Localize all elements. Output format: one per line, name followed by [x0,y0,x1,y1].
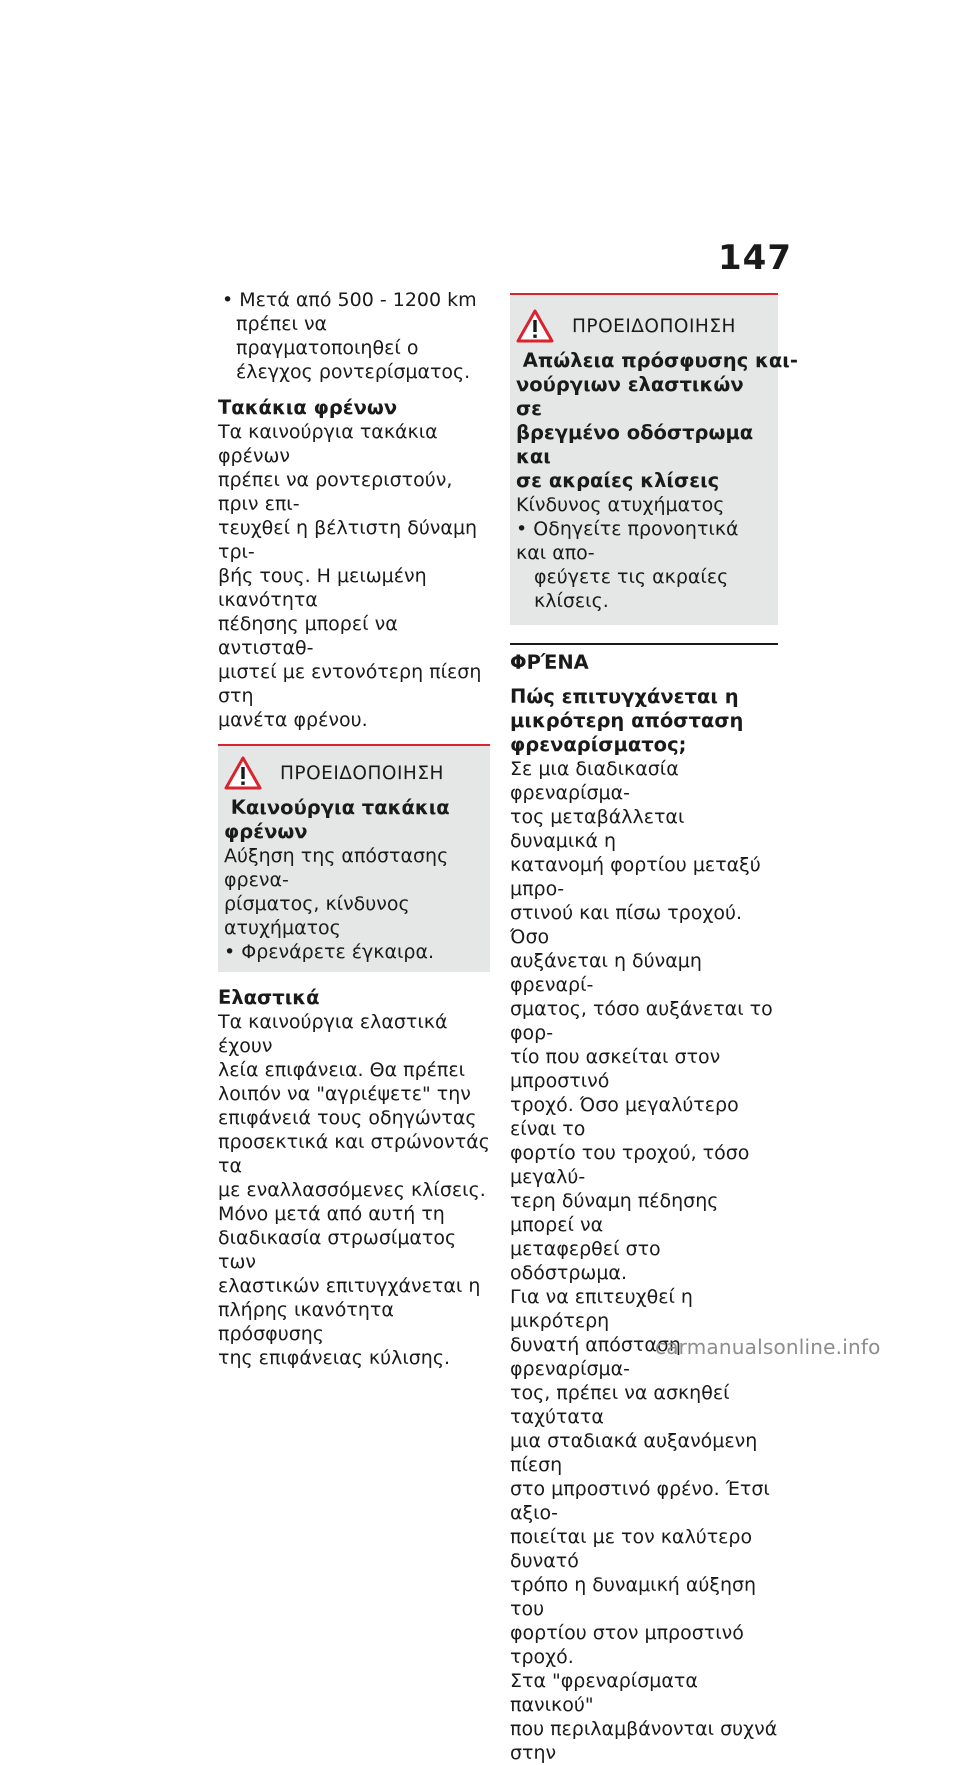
right-column [510,293,798,1765]
section-heading: ΦΡΈΝΑ [510,651,589,674]
warning-subtitle: βρεγμένο οδόστρωμα και [516,421,754,468]
tires-line: με εναλλασσόμενες κλίσεις. [218,1179,486,1201]
braking-line: μεταφερθεί στο οδόστρωμα. [510,1238,661,1284]
braking-line: τίο που ασκείται στον μπροστινό [510,1046,721,1092]
intro-line: έλεγχος ροντερίσματος. [236,361,471,383]
braking-line: τροχό. Όσο μεγαλύτερο είναι το [510,1094,739,1140]
warning-body: Αύξηση της απόστασης φρενα- [224,845,449,891]
tires-line: της επιφάνειας κύλισης. [218,1347,451,1369]
warning-subtitle: Απώλεια πρόσφυσης και- [516,349,798,372]
braking-line: Στα "φρεναρίσματα πανικού" [510,1670,698,1716]
warning-subtitle: φρένων [224,820,308,843]
warning-body: Κίνδυνος ατυχήματος [516,494,725,516]
warning-bullet: φεύγετε τις ακραίες κλίσεις. [534,566,729,612]
pads-line: βής τους. Η μειωμένη ικανότητα [218,565,427,611]
braking-line: Για να επιτευχθεί η μικρότερη [510,1286,693,1332]
warning-body: ρίσματος, κίνδυνος ατυχήματος [224,893,410,939]
warning-header [516,309,770,343]
tires-line: διαδικασία στρωσίματος των [218,1227,457,1273]
tires-line: Μόνο μετά από αυτή τη [218,1203,445,1225]
braking-line: δυνατή απόσταση φρεναρίσμα- [510,1334,681,1380]
warning-title: ΠΡΟΕΙΔΟΠΟΙΗΣΗ [280,762,444,784]
warning-subtitle: Καινούργια τακάκια [224,796,450,819]
tires-line: πλήρης ικανότητα πρόσφυσης [218,1299,394,1345]
pads-line: Τα καινούργια τακάκια φρένων [218,421,438,467]
tires-line: Τα καινούργια ελαστικά έχουν [218,1011,448,1057]
braking-line: φορτίου στον μπροστινό τροχό. [510,1622,744,1668]
braking-body [510,757,778,1765]
braking-line: φορτίο του τροχού, τόσο μεγαλύ- [510,1142,750,1188]
braking-line: στινού και πίσω τροχού. Όσο [510,902,742,948]
braking-line: στο μπροστινό φρένο. Έτσι αξιο- [510,1478,770,1524]
question-heading-line: φρεναρίσματος; [510,733,687,756]
page-number: 147 [718,238,792,278]
question-heading-line: Πώς επιτυγχάνεται η [510,685,739,708]
braking-line: μια σταδιακά αυξανόμενη πίεση [510,1430,758,1476]
braking-line: που περιλαμβάνονται συχνά στην [510,1718,778,1764]
tires-line: λοιπόν να "αγριέψετε" την [218,1083,471,1105]
warning-subtitle: σε ακραίες κλίσεις [516,469,720,492]
intro-bullet [218,288,490,384]
question-heading [510,685,778,757]
braking-line: ποιείται με τον καλύτερο δυνατό [510,1526,753,1572]
warning-header [224,756,482,790]
braking-line: αυξάνεται η δύναμη φρεναρί- [510,950,702,996]
braking-line: κατανομή φορτίου μεταξύ μπρο- [510,854,761,900]
warning-bullet: • Οδηγείτε προνοητικά και απο- [516,518,739,564]
warning-box-pads [218,744,490,972]
tires-line: προσεκτικά και στρώνοντάς τα [218,1131,490,1177]
warning-subtitle: νούργιων ελαστικών σε [516,373,744,420]
pads-line: μιστεί με εντονότερη πίεση στη [218,661,482,707]
warning-title: ΠΡΟΕΙΔΟΠΟΙΗΣΗ [572,315,736,337]
pads-line: μανέτα φρένου. [218,709,368,731]
footer-watermark: carmanualsonline.info [655,1335,881,1359]
pads-line: τευχθεί η βέλτιστη δύναμη τρι- [218,517,478,563]
intro-line: • Μετά από 500 - 1200 km [222,289,477,311]
braking-line: τος, πρέπει να ασκηθεί ταχύτατα [510,1382,730,1428]
question-heading-line: μικρότερη απόσταση [510,709,744,732]
warning-triangle-icon [516,309,554,343]
tires-line: λεία επιφάνεια. Θα πρέπει [218,1059,466,1081]
warning-bullet: • Φρενάρετε έγκαιρα. [224,941,435,963]
tires-heading: Ελαστικά [218,986,320,1009]
braking-line: τερη δύναμη πέδησης μπορεί να [510,1190,719,1236]
pads-body [218,420,490,732]
left-column [218,288,490,1370]
tires-line: ελαστικών επιτυγχάνεται η [218,1275,481,1297]
tires-body [218,1010,490,1370]
pads-line: πρέπει να ροντεριστούν, πριν επι- [218,469,453,515]
pads-line: πέδησης μπορεί να αντισταθ- [218,613,398,659]
warning-triangle-icon [224,756,262,790]
braking-line: τος μεταβάλλεται δυναμικά η [510,806,685,852]
warning-box-tires [510,293,798,625]
braking-line: σματος, τόσο αυξάνεται το φορ- [510,998,773,1044]
braking-line: τρόπο η δυναμική αύξηση του [510,1574,757,1620]
braking-line: Σε μια διαδικασία φρεναρίσμα- [510,758,679,804]
intro-line: πρέπει να πραγματοποιηθεί ο [236,313,419,359]
pads-heading: Τακάκια φρένων [218,396,398,419]
tires-line: επιφάνειά τους οδηγώντας [218,1107,477,1129]
